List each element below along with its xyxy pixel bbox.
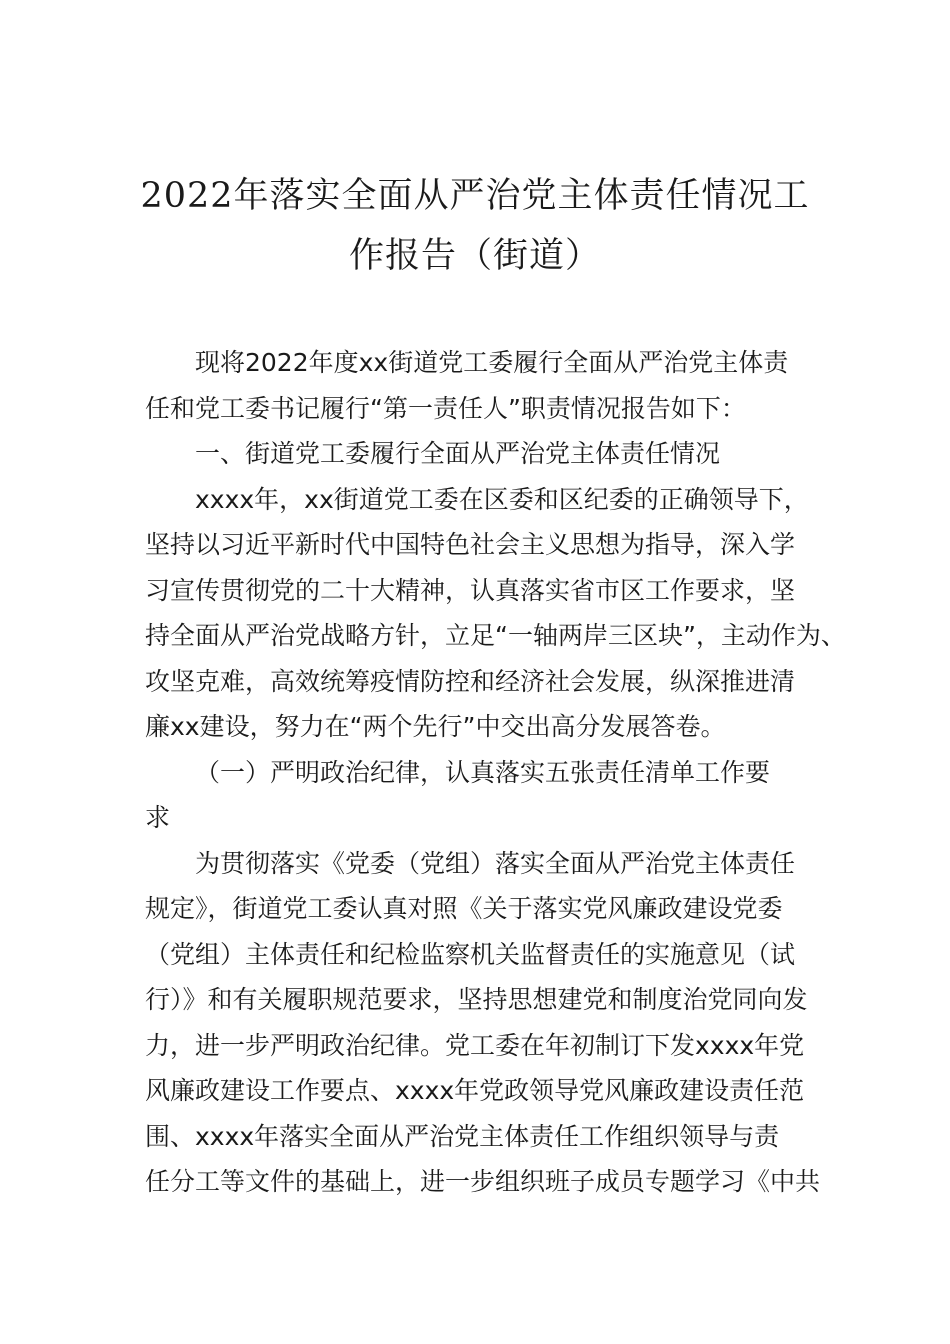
paragraph-line: 持全面从严治党战略方针，立足“一轴两岸三区块”，主动作为、: [145, 621, 846, 650]
paragraph-line: 围、xxxx年落实全面从严治党主体责任工作组织领导与责: [145, 1121, 780, 1151]
paragraph-line: （党组）主体责任和纪检监察机关监督责任的实施意见（试: [145, 939, 796, 969]
subsection-heading: （一）严明政治纪律，认真落实五张责任清单工作要: [195, 757, 771, 787]
paragraph-line: 攻坚克难，高效统筹疫情防控和经济社会发展，纵深推进清: [145, 666, 796, 696]
paragraph-line: 坚持以习近平新时代中国特色社会主义思想为指导，深入学: [145, 530, 796, 559]
paragraph-line: 为贯彻落实《党委（党组）落实全面从严治党主体责任: [195, 848, 796, 878]
title-line-1: 2022年落实全面从严治党主体责任情况工: [140, 176, 810, 216]
section-heading: 一、街道党工委履行全面从严治党主体责任情况: [195, 439, 721, 468]
paragraph-line: 习宣传贯彻党的二十大精神，认真落实省市区工作要求，坚: [145, 575, 796, 605]
paragraph-line: 任和党工委书记履行“第一责任人”职责情况报告如下：: [145, 393, 746, 423]
paragraph-line: 行）》和有关履职规范要求，坚持思想建党和制度治党同向发: [145, 985, 808, 1014]
title-line-2: 作报告（街道）: [348, 236, 601, 276]
paragraph-line: xxxx年，xx街道党工委在区委和区纪委的正确领导下，: [195, 484, 809, 514]
document-body: [145, 340, 846, 1205]
paragraph-line: 任分工等文件的基础上，进一步组织班子成员专题学习《中共: [145, 1167, 821, 1196]
paragraph-line: 现将2022年度xx街道党工委履行全面从严治党主体责: [195, 348, 789, 377]
paragraph-line: 力，进一步严明政治纪律。党工委在年初制订下发xxxx年党: [145, 1030, 805, 1060]
subsection-heading: 求: [145, 803, 171, 832]
document-title: [140, 166, 810, 286]
paragraph-line: 风廉政建设工作要点、xxxx年党政领导党风廉政建设责任范: [145, 1076, 805, 1105]
paragraph-line: 廉xx建设，努力在“两个先行”中交出高分发展答卷。: [145, 712, 726, 741]
paragraph-line: 规定》，街道党工委认真对照《关于落实党风廉政建设党委: [145, 894, 783, 923]
